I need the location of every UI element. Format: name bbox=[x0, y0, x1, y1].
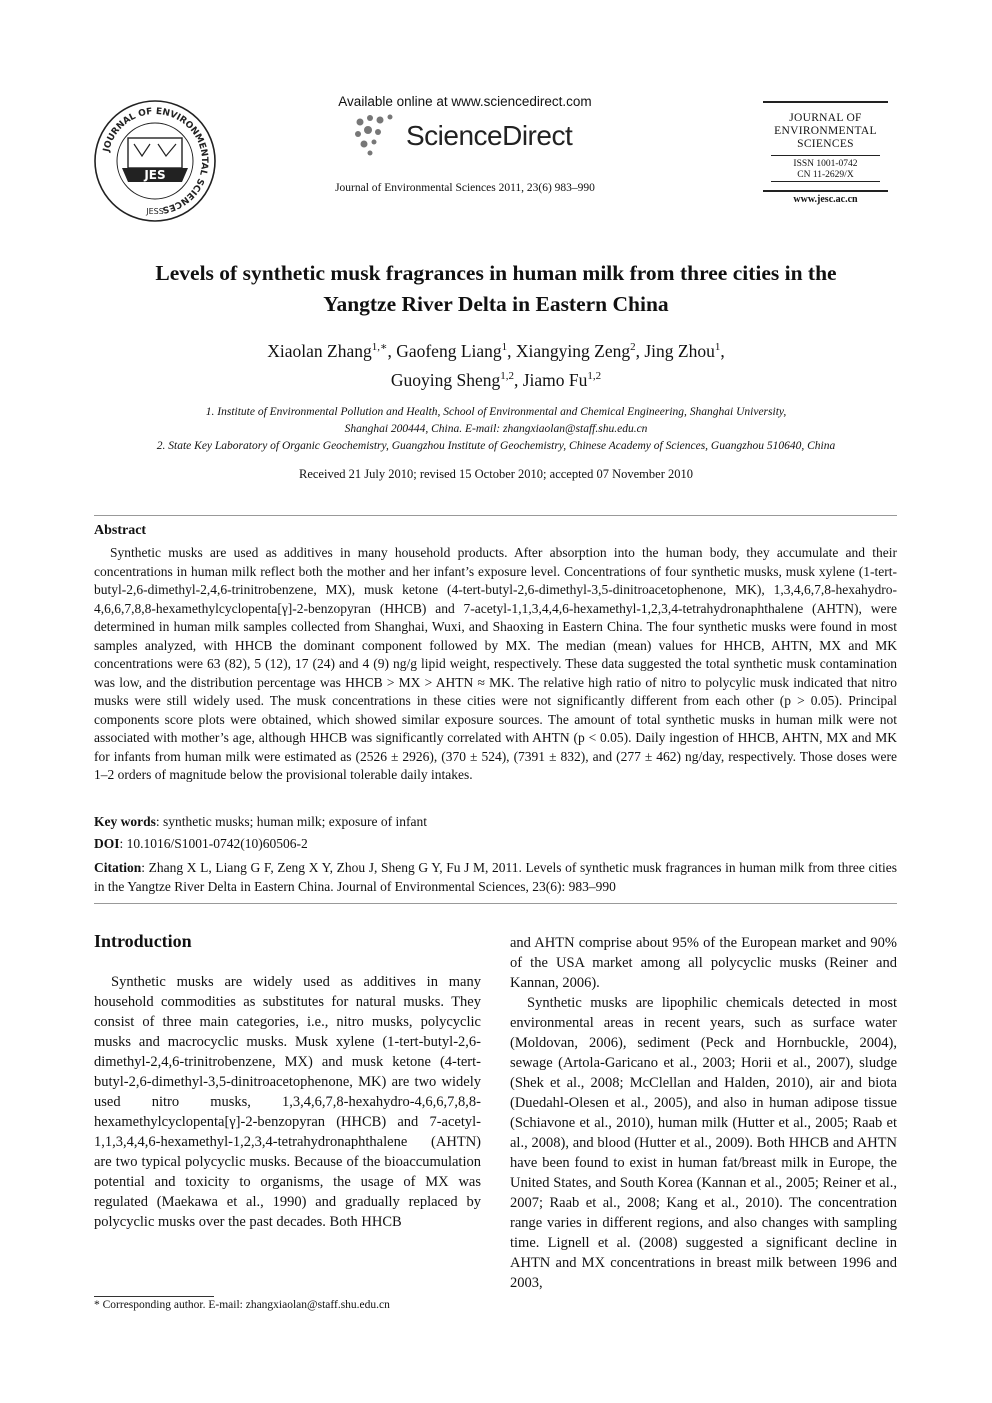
author: Xiaolan Zhang bbox=[267, 340, 372, 361]
available-online: Available online at www.sciencedirect.com bbox=[338, 94, 592, 109]
masthead-journal-name: JOURNAL OF ENVIRONMENTAL SCIENCES bbox=[774, 112, 877, 150]
seal-ring-text: JOURNAL OF ENVIRONMENTAL SCIENCES bbox=[101, 106, 210, 215]
abstract-heading: Abstract bbox=[94, 523, 147, 538]
keywords-value: : synthetic musks; human milk; exposure of infant bbox=[155, 814, 427, 829]
paragraph: and AHTN comprise about 95% of the European market and 90% of the USA market among all polycyclic musks (Reiner and Kannan, 2006). bbox=[510, 935, 897, 991]
masthead-url: www.jesc.ac.cn bbox=[793, 194, 858, 205]
masthead-issn: ISSN 1001-0742 bbox=[793, 159, 858, 169]
masthead-top-rule bbox=[763, 101, 888, 103]
affiliations bbox=[80, 404, 912, 455]
author: Guoying Sheng bbox=[390, 369, 501, 390]
author: Xiangying Zeng bbox=[515, 340, 631, 361]
divider bbox=[94, 903, 897, 904]
doi-value[interactable]: : 10.1016/S1001-0742(10)60506-2 bbox=[119, 836, 308, 851]
authors-line-2: Guoying Sheng$^{1,2}$, Jiamo Fu$^{1,2}$ bbox=[390, 369, 602, 390]
masthead-bottom-rule bbox=[763, 190, 888, 192]
paragraph: Synthetic musks are lipophilic chemicals detected in most environmental areas in recent years, such as surface water (Moldovan, 2006), sediment (Peck and Hornbuckle, 2004), sewage (Artola-Garicano et al., 2003; Horii et al., 2007), sludge (Shek et al., 2008; McClellan and Halden, 2010), air and biota (Duedahl-Olesen et al., 2005), and also in human adipose tissue (Schiavone et al., 2010), human milk (Hutter et al., 2005; Raab et al., 2008), and blood (Hutter et al., 2009). Both HHCB and AHTN have been found to exist in human fat/breast milk in Europe, the United States, and South Korea (Kannan et al., 2005; Reiner et al., 2007; Raab et al., 2008; Kang et al., 2010). The concentration range varies in different regions, and also changes with sampling time. Lignell et al. (2008) suggested a significant decline in AHTN and MX concentrations in breast milk between 1996 and 2003, bbox=[510, 995, 897, 1291]
abstract-text: Synthetic musks are used as additives in many household products. After absorption into the human body, they accumulate and their concentrations in human milk reflect both the mother and her infant’s exposure level. Concentrations of four synthetic musks, musk xylene (1-tert-butyl-2,6-dimethyl-2,4,6-trinitrobenzene, MX), musk ketone (4-tert-butyl-2,6-dimethyl-3,5-dinitroacetophenone, MK), 1,3,4,6,7,8-hexahydro-4,6,6,7,8,8-hexamethylcyclopenta[γ]-2-benzopyran (HHCB) and 7-acetyl-1,1,3,4,4,6-hexamethyl-1,2,3,4-tetrahydronaphthalene (AHTN), were determined in human milk samples collected from Shanghai, Wuxi, and Shaoxing in Eastern China. The four synthetic musks were found in most samples analyzed, with HHCB the dominant component followed by MX. The median (mean) values for HHCB, AHTN, MX and MK concentrations were 63 (82), 5 (12), 17 (24) and 4 (9) ng/g lipid weight, respectively. These data suggested the total synthetic musk contamination was low, and the distribution percentage was HHCB > MX > AHTN ≈ MK. The relative high ratio of nitro to polycylic musk indicated that nitro musks were still widely used. The musk concentrations in these cities were not significantly different from each other (p > 0.05). Principal components score plots were obtained, which showed similar exposure sources. The amount of total synthetic musks in human milk were not associated with mother’s age, although HHCB was significantly correlated with AHTN (p < 0.05). Daily ingestion of HHCB, AHTN, MX and MK for infants from human milk were estimated as (2526 ± 2926), (370 ± 524), (7391 ± 832), and (277 ± 462) ng/day, respectively. Those doses were 1–2 orders of magnitude below the provisional tolerable daily intakes. bbox=[94, 545, 897, 782]
affiliation-1b: Shanghai 200444, China. E-mail: zhangxiaolan@staff.shu.edu.cn bbox=[344, 423, 648, 435]
citation-value: : Zhang X L, Liang G F, Zeng X Y, Zhou J, Sheng G Y, Fu J M, 2011. Levels of synthetic musk fragrances in human milk from three cities in the Yangtze River Delta in Eastern China. Journal of Environmental Sciences, 23(6): 983–990 bbox=[94, 860, 897, 894]
received-dates: Received 21 July 2010; revised 15 October 2010; accepted 07 November 2010 bbox=[299, 467, 693, 481]
doi-label: DOI bbox=[94, 836, 120, 851]
citation-label: Citation bbox=[94, 860, 142, 875]
doi bbox=[94, 836, 897, 852]
author: Jing Zhou bbox=[644, 340, 715, 361]
footnote-rule bbox=[94, 1296, 214, 1297]
keywords bbox=[94, 814, 897, 830]
jes-masthead bbox=[763, 101, 888, 205]
citation bbox=[94, 859, 897, 896]
journal-seal bbox=[92, 98, 218, 224]
author: Jiamo Fu bbox=[522, 369, 588, 390]
sciencedirect-logo bbox=[350, 112, 590, 158]
authors-line-1: Xiaolan Zhang$^{1,∗}$, Gaofeng Liang$^1$, Xiangying Zeng$^2$, Jing Zhou$^1$, bbox=[267, 340, 725, 361]
body-column-right bbox=[510, 933, 897, 1293]
section-heading-introduction: Introduction bbox=[94, 931, 192, 951]
affiliation-2: 2. State Key Laboratory of Organic Geochemistry, Guangzhou Institute of Geochemistry, Chinese Academy of Sciences, Guangzhou 510640, China bbox=[156, 440, 836, 452]
sciencedirect-dots-icon bbox=[350, 112, 402, 158]
seal-bottom: JESS bbox=[146, 207, 164, 216]
article-title: Levels of synthetic musk fragrances in human milk from three cities in the Yangtze River Delta in Eastern China bbox=[155, 261, 837, 316]
author-list bbox=[80, 335, 912, 393]
body-column-left bbox=[94, 972, 481, 1232]
seal-graphic bbox=[92, 98, 218, 224]
seal-banner: JES bbox=[144, 168, 166, 182]
divider bbox=[94, 515, 897, 516]
keywords-label: Key words bbox=[94, 814, 156, 829]
footnote-corresponding-author: * Corresponding author. E-mail: zhangxiaolan@staff.shu.edu.cn bbox=[94, 1299, 390, 1311]
masthead-cn: CN 11-2629/X bbox=[771, 170, 880, 182]
paragraph: Synthetic musks are widely used as additives in many household commodities as substitutes for natural musks. They consist of three main categories, i.e., nitro musks, polycyclic musks and macrocyclic musks. Musk xylene (1-tert-butyl-2,6-dimethyl-2,4,6-trinitrobenzene, MX) and musk ketone (4-tert-butyl-2,6-dimethyl-3,5-dinitroacetophenone, MK) are two widely used nitro musks, 1,3,4,6,7,8-hexahydro-4,6,6,7,8,8-hexamethylcyclopenta[γ]-2-benzopyran (HHCB) and 7-acetyl-1,1,3,4,4,6-hexamethyl-1,2,3,4-tetrahydronaphthalene (AHTN) are two typical polycyclic musks. Because of the bioaccumulation potential and toxicity to organisms, the usage of MX was regulated (Maekawa et al., 1990) and gradually replaced by polycyclic musks over the past decades. Both HHCB bbox=[94, 974, 481, 1230]
author: Gaofeng Liang bbox=[396, 340, 502, 361]
journal-citation-line: Journal of Environmental Sciences 2011, 23(6) 983–990 bbox=[335, 182, 595, 194]
sciencedirect-wordmark: ScienceDirect bbox=[406, 120, 573, 151]
affiliation-1a: 1. Institute of Environmental Pollution and Health, School of Environmental and Chemical Engineering, Shanghai University, bbox=[205, 406, 787, 418]
